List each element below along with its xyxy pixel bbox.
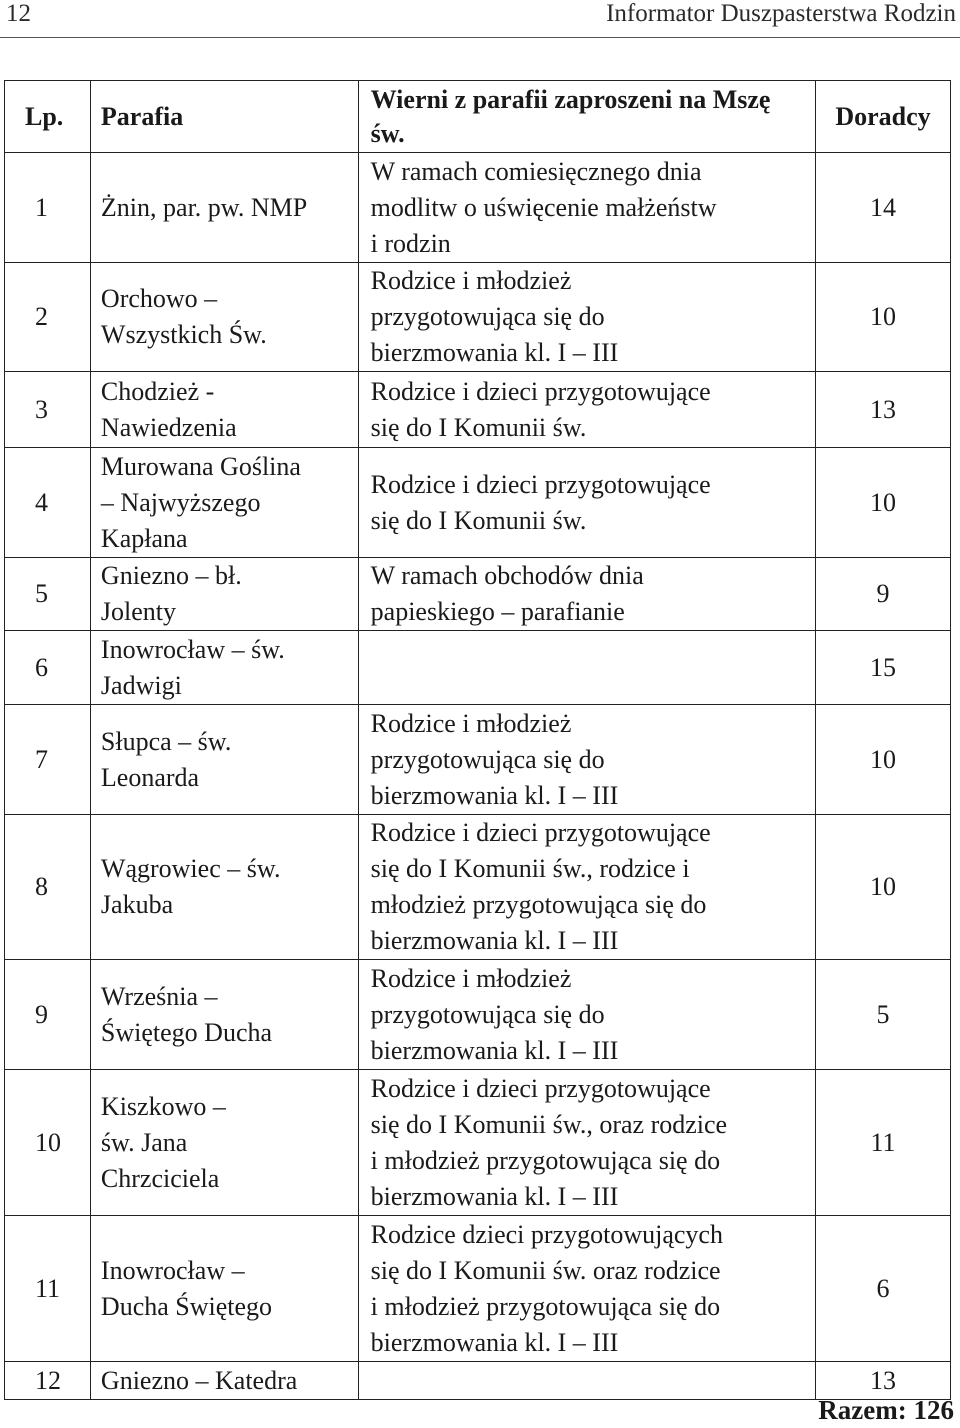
row-doradcy	[816, 705, 951, 815]
row-parafia-text: Inowrocław – św. Jadwigi	[100, 634, 285, 700]
row-lp	[5, 263, 91, 372]
row-lp-text: 2	[35, 302, 48, 331]
row-lp	[5, 448, 91, 558]
row-doradcy	[816, 372, 951, 448]
row-wierni-text: Rodzice i dzieci przygotowujące się do I Komunii św., oraz rodzice i młodzież przygotowująca się do bierzmowania kl. I – III	[370, 1073, 728, 1211]
page-header	[0, 0, 960, 32]
row-doradcy-text: 9	[876, 579, 890, 608]
row-doradcy-text: 11	[870, 1127, 896, 1157]
row-wierni	[358, 631, 815, 705]
table-row	[5, 263, 951, 372]
row-doradcy	[816, 815, 951, 960]
row-wierni-text: Rodzice i młodzież przygotowująca się do bierzmowania kl. I – III	[370, 708, 619, 810]
row-lp	[5, 558, 91, 631]
row-doradcy-text: 15	[870, 652, 897, 682]
row-parafia-text: Orchowo – Wszystkich Św.	[100, 284, 267, 349]
row-lp	[5, 705, 91, 815]
row-wierni-text: Rodzice i dzieci przygotowujące się do I Komunii św.	[370, 376, 711, 442]
row-parafia-text: Chodzież - Nawiedzenia	[100, 376, 237, 442]
table-row	[5, 815, 951, 960]
page-number: 12	[6, 0, 31, 27]
row-doradcy-text: 13	[870, 1365, 897, 1395]
row-parafia	[90, 1070, 358, 1216]
row-wierni-text: Rodzice i dzieci przygotowujące się do I Komunii św.	[370, 469, 711, 535]
header-wierni: Wierni z parafii zaproszeni na Mszę św.	[358, 81, 815, 153]
row-lp-text: 5	[35, 579, 48, 608]
row-wierni-text: Rodzice i młodzież przygotowująca się do bierzmowania kl. I – III	[370, 266, 619, 367]
row-parafia-text: Inowrocław – Ducha Świętego	[100, 1255, 273, 1321]
row-lp-text: 6	[35, 652, 48, 682]
row-wierni	[358, 372, 815, 448]
table-row	[5, 153, 951, 263]
row-wierni	[358, 263, 815, 372]
row-wierni-text: W ramach obchodów dnia papieskiego – parafianie	[370, 561, 644, 626]
row-parafia-text: Słupca – św. Leonarda	[100, 726, 232, 792]
row-parafia	[90, 960, 358, 1070]
row-parafia	[90, 705, 358, 815]
row-lp-text: 1	[35, 192, 48, 222]
row-lp	[5, 960, 91, 1070]
row-parafia	[90, 448, 358, 558]
row-lp-text: 8	[35, 872, 48, 901]
row-doradcy-text: 13	[870, 394, 897, 424]
running-title: Informator Duszpasterstwa Rodzin	[606, 0, 956, 27]
table-row	[5, 1070, 951, 1216]
row-parafia-text: Wągrowiec – św. Jakuba	[100, 854, 281, 919]
row-parafia-text: Żnin, par. pw. NMP	[100, 192, 308, 222]
row-doradcy-text: 14	[870, 192, 897, 222]
row-lp-text: 7	[35, 744, 48, 774]
row-parafia	[90, 1362, 358, 1400]
table-body	[5, 153, 951, 1400]
table-row	[5, 631, 951, 705]
row-doradcy-text: 10	[870, 302, 897, 331]
row-lp	[5, 631, 91, 705]
row-parafia	[90, 815, 358, 960]
row-doradcy	[816, 1216, 951, 1362]
row-lp	[5, 1216, 91, 1362]
row-parafia	[90, 263, 358, 372]
row-doradcy-text: 5	[876, 999, 890, 1029]
row-lp	[5, 815, 91, 960]
row-wierni-text: W ramach comiesięcznego dnia modlitw o uświęcenie małżeństw i rodzin	[370, 156, 717, 258]
row-lp-text: 12	[35, 1365, 61, 1395]
row-doradcy	[816, 448, 951, 558]
row-lp	[5, 372, 91, 448]
row-wierni	[358, 1216, 815, 1362]
table-row	[5, 960, 951, 1070]
table-row	[5, 1362, 951, 1400]
row-lp-text: 11	[35, 1273, 61, 1303]
row-doradcy-text: 10	[870, 872, 897, 901]
row-wierni-text: Rodzice dzieci przygotowujących się do I Komunii św. oraz rodzice i młodzież przygotowująca się do bierzmowania kl. I – III	[370, 1219, 723, 1357]
row-parafia	[90, 631, 358, 705]
row-wierni-text: Rodzice i młodzież przygotowująca się do bierzmowania kl. I – III	[370, 963, 619, 1065]
row-doradcy-text: 10	[870, 744, 897, 774]
table-row	[5, 558, 951, 631]
row-doradcy	[816, 153, 951, 263]
row-lp-text: 4	[35, 487, 48, 517]
table-row	[5, 705, 951, 815]
row-parafia-text: Kiszkowo – św. Jana Chrzciciela	[100, 1091, 226, 1193]
row-wierni	[358, 153, 815, 263]
row-doradcy	[816, 263, 951, 372]
row-parafia	[90, 372, 358, 448]
table-header-row	[5, 81, 951, 153]
row-parafia-text: Września – Świętego Ducha	[100, 981, 273, 1047]
row-doradcy	[816, 960, 951, 1070]
header-lp: Lp.	[5, 81, 91, 153]
row-lp-text: 3	[35, 394, 48, 424]
row-doradcy-text: 6	[876, 1273, 890, 1303]
row-wierni	[358, 815, 815, 960]
table-row	[5, 1216, 951, 1362]
row-wierni	[358, 1070, 815, 1216]
row-wierni	[358, 1362, 815, 1400]
row-parafia	[90, 153, 358, 263]
row-parafia	[90, 1216, 358, 1362]
row-lp-text: 10	[35, 1127, 61, 1157]
table-row	[5, 448, 951, 558]
row-doradcy	[816, 1362, 951, 1400]
total-sum: Razem: 126	[818, 1395, 954, 1425]
table-row	[5, 372, 951, 448]
row-doradcy-text: 10	[870, 487, 897, 517]
row-parafia	[90, 558, 358, 631]
row-doradcy	[816, 631, 951, 705]
row-wierni	[358, 960, 815, 1070]
row-lp	[5, 1362, 91, 1400]
row-wierni	[358, 448, 815, 558]
row-wierni	[358, 558, 815, 631]
row-parafia-text: Murowana Goślina – Najwyższego Kapłana	[100, 451, 301, 553]
header-divider	[0, 37, 960, 38]
header-doradcy: Doradcy	[816, 81, 951, 153]
row-wierni-text: Rodzice i dzieci przygotowujące się do I Komunii św., rodzice i młodzież przygotowująca się do bierzmowania kl. I – III	[370, 818, 711, 955]
row-lp	[5, 1070, 91, 1216]
row-parafia-text: Gniezno – Katedra	[100, 1365, 298, 1395]
row-wierni	[358, 705, 815, 815]
row-doradcy	[816, 1070, 951, 1216]
row-parafia-text: Gniezno – bł. Jolenty	[100, 561, 242, 626]
row-doradcy	[816, 558, 951, 631]
parish-table	[4, 80, 951, 1400]
header-parafia: Parafia	[90, 81, 358, 153]
row-lp	[5, 153, 91, 263]
row-lp-text: 9	[35, 999, 48, 1029]
